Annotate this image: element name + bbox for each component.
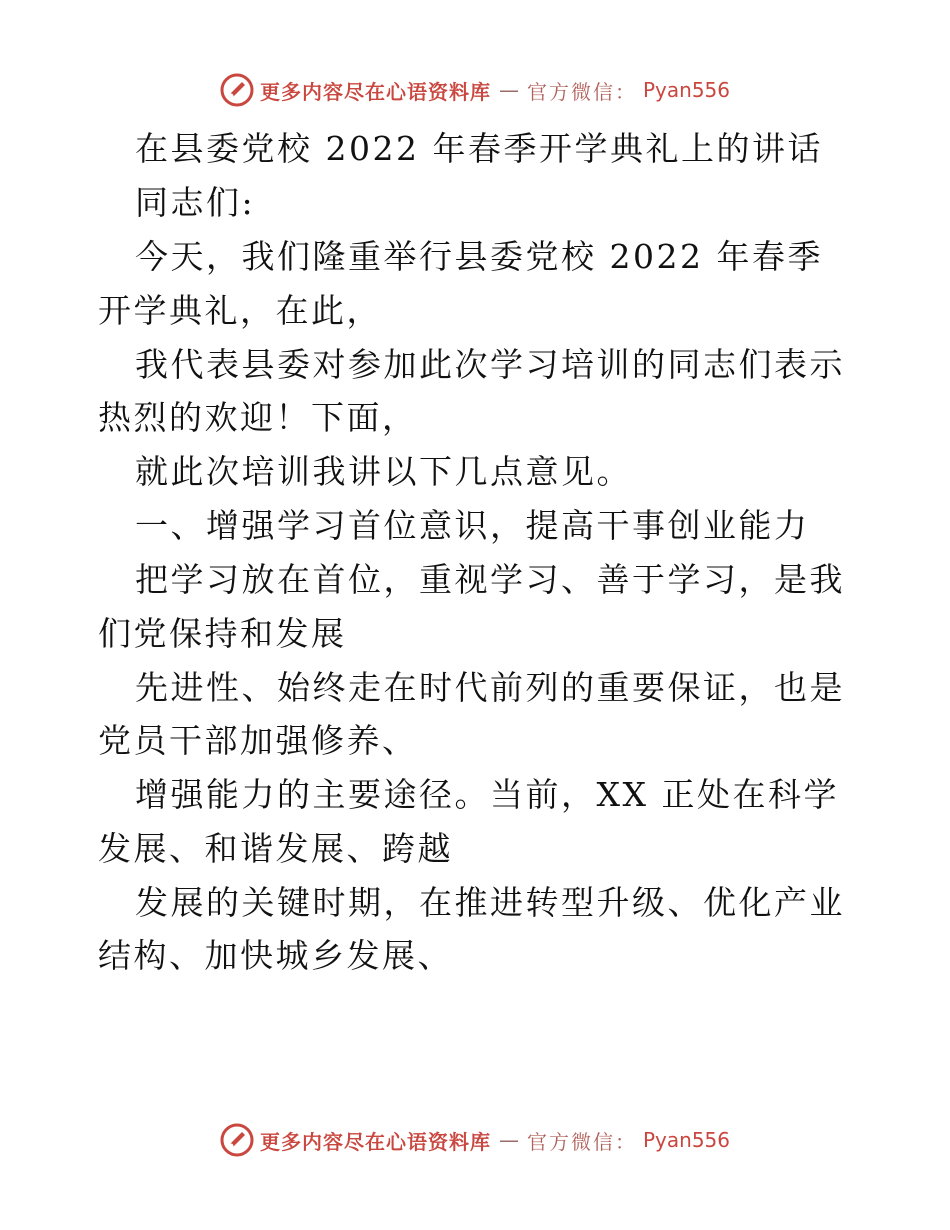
paragraph: 把学习放在首位，重视学习、善于学习，是我们党保持和发展 [98,560,845,653]
seal-logo-icon [220,1123,254,1157]
document-salutation: 同志们: [135,183,256,222]
watermark-wechat-id: Pyan556 [642,78,730,102]
header-watermark [0,70,950,110]
paragraph: 增强能力的主要途径。当前，XX 正处在科学发展、和谐发展、跨越 [98,775,839,868]
paragraph: 发展的关键时期，在推进转型升级、优化产业结构、加快城乡发展、 [98,882,845,975]
watermark-brand: 更多内容尽在心语资料库 [259,79,491,104]
watermark-brand: 更多内容尽在心语资料库 [259,1129,491,1154]
document-body [98,122,852,983]
paragraph: 就此次培训我讲以下几点意见。 [135,452,632,491]
document-title: 在县委党校 2022 年春季开学典礼上的讲话 [135,129,823,168]
watermark-label: 官方微信： [526,79,637,104]
paragraph: 先进性、始终走在时代前列的重要保证，也是党员干部加强修养、 [98,667,845,760]
section-heading: 一、增强学习首位意识，提高干事创业能力 [135,506,810,545]
paragraph: 我代表县委对参加此次学习培训的同志们表示热烈的欢迎！下面， [98,344,845,437]
watermark-separator: — [498,78,519,102]
seal-logo-icon [220,73,254,107]
paragraph: 今天，我们隆重举行县委党校 2022 年春季开学典礼，在此， [98,237,823,330]
watermark-label: 官方微信： [526,1129,637,1154]
footer-watermark [0,1120,950,1160]
watermark-separator: — [498,1128,519,1152]
watermark-wechat-id: Pyan556 [642,1128,730,1152]
